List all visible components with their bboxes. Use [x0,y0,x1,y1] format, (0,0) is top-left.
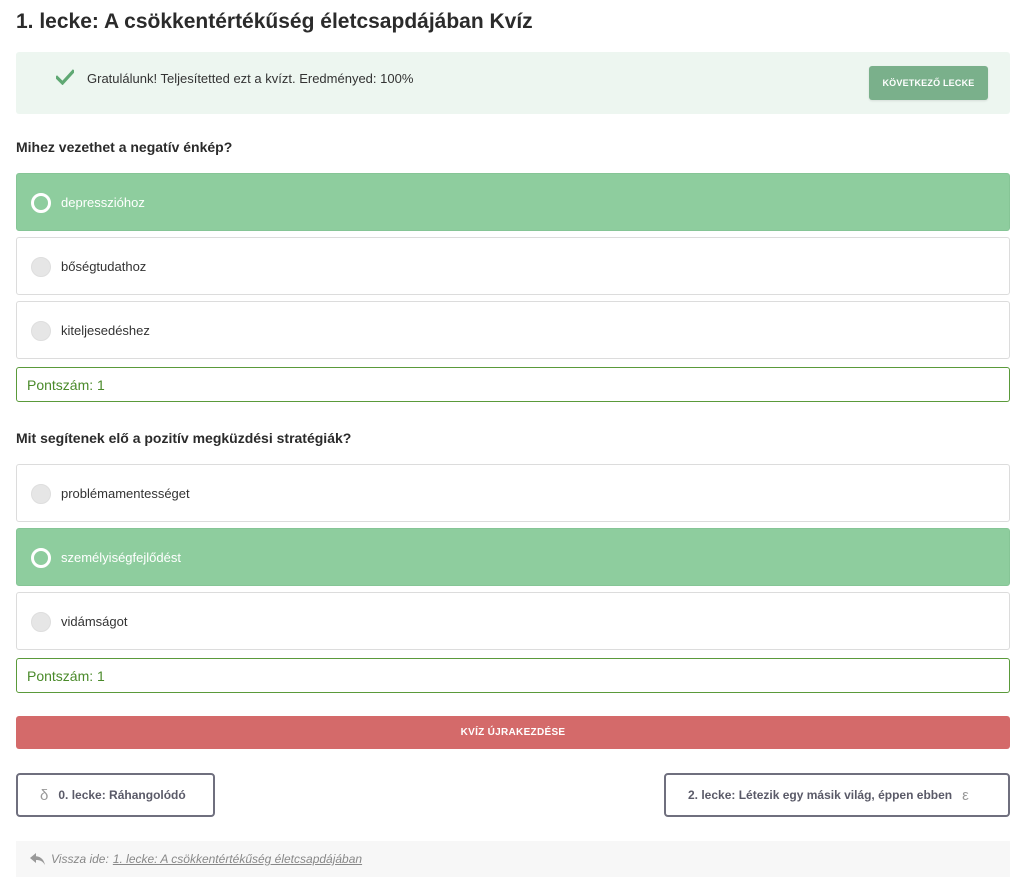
radio-icon [31,612,51,632]
answer-label: depresszióhoz [61,195,145,210]
result-message: Gratulálunk! Teljesítetted ezt a kvízt. Eredményed: 100% [87,71,414,86]
score-text: Pontszám: 1 [27,668,105,684]
next-lesson-button[interactable]: KÖVETKEZŐ LECKE [869,66,988,100]
back-bar [16,841,1010,877]
radio-icon [31,484,51,504]
page-title: 1. lecke: A csökkentértékűség életcsapdájában Kvíz [16,10,533,33]
prev-arrow-icon: δ [40,786,49,804]
answer-label: kiteljesedéshez [61,323,150,338]
prev-lesson-label: 0. lecke: Ráhangolódó [58,788,186,802]
answer-label: problémamentességet [61,486,190,501]
radio-selected-icon [31,193,51,213]
restart-quiz-button[interactable]: KVÍZ ÚJRAKEZDÉSE [16,716,1010,749]
answer-option[interactable] [16,237,1010,295]
radio-icon [31,257,51,277]
answer-option[interactable] [16,173,1010,231]
answer-option[interactable] [16,301,1010,359]
answer-label: személyiségfejlődést [61,550,181,565]
answer-label: vidámságot [61,614,128,629]
radio-icon [31,321,51,341]
reply-icon [30,853,45,865]
answer-option[interactable] [16,464,1010,522]
score-box [16,658,1010,693]
radio-selected-icon [31,548,51,568]
answer-option[interactable] [16,592,1010,650]
success-banner [16,52,1010,114]
prev-lesson-button[interactable] [16,773,215,817]
question-1-title: Mihez vezethet a negatív énkép? [16,139,233,155]
score-text: Pontszám: 1 [27,377,105,393]
back-link[interactable]: 1. lecke: A csökkentértékűség életcsapdájában [112,852,363,866]
question-2-title: Mit segítenek elő a pozitív megküzdési stratégiák? [16,430,352,446]
back-prefix: Vissza ide: [51,852,109,866]
check-icon [56,69,74,85]
answer-option[interactable] [16,528,1010,586]
answer-label: bőségtudathoz [61,259,147,274]
next-lesson-nav-button[interactable] [664,773,1010,817]
next-lesson-label: 2. lecke: Létezik egy másik világ, éppen ebben [688,788,953,802]
score-box [16,367,1010,402]
next-arrow-icon: ε [962,786,969,804]
